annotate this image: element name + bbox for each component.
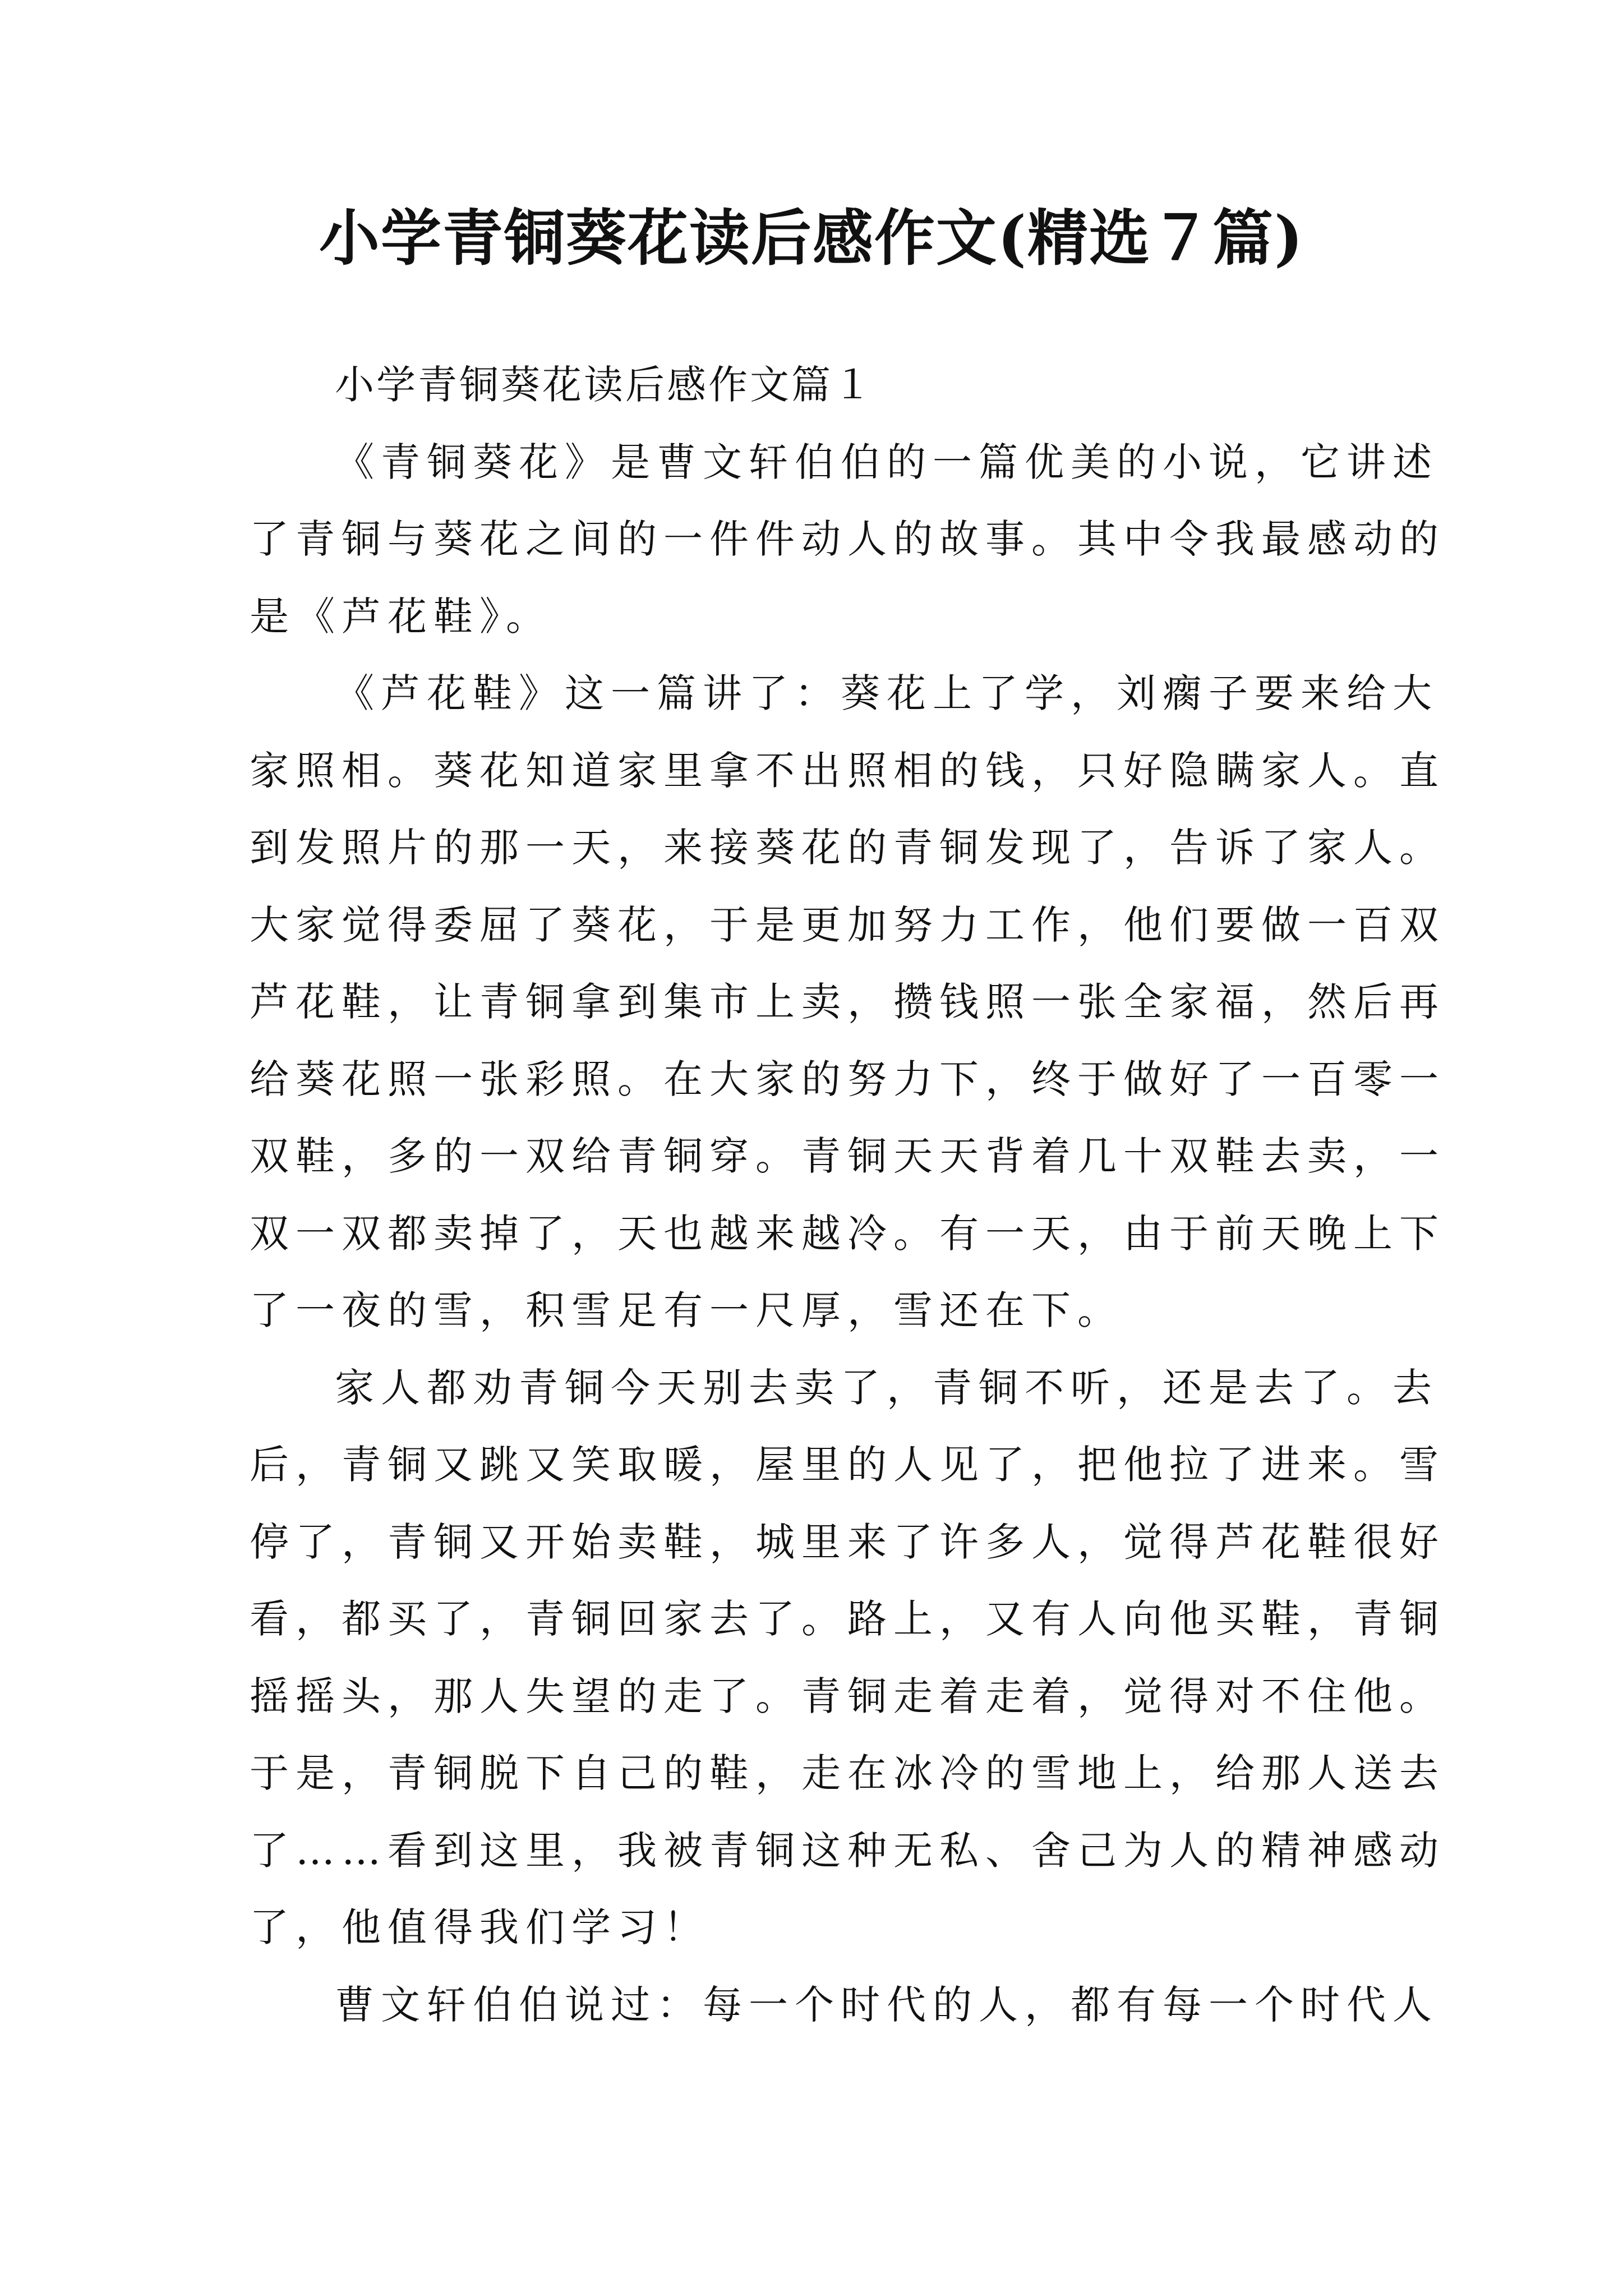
text-line: 芦花鞋，让青铜拿到集市上卖，攒钱照一张全家福，然后再 <box>250 979 1445 1025</box>
text-line: 了一夜的雪，积雪足有一尺厚，雪还在下。 <box>250 1287 1123 1333</box>
text-line: 摇摇头，那人失望的走了。青铜走着走着，觉得对不住他。 <box>250 1673 1445 1719</box>
text-line: 家照相。葵花知道家里拿不出照相的钱，只好隐瞒家人。直 <box>250 747 1445 794</box>
text-line: 大家觉得委屈了葵花，于是更加努力工作，他们要做一百双 <box>250 901 1445 948</box>
text-line: 后，青铜又跳又笑取暖，屋里的人见了，把他拉了进来。雪 <box>250 1442 1445 1488</box>
text-line: 看，都买了，青铜回家去了。路上，又有人向他买鞋，青铜 <box>250 1596 1445 1642</box>
text-line: 了……看到这里，我被青铜这种无私、舍己为人的精神感动 <box>250 1827 1445 1874</box>
text-line: 是《芦花鞋》。 <box>250 593 552 639</box>
text-line: 了，他值得我们学习！ <box>250 1904 709 1950</box>
text-line: 到发照片的那一天，来接葵花的青铜发现了，告诉了家人。 <box>250 825 1445 871</box>
text-line: 双鞋，多的一双给青铜穿。青铜天天背着几十双鞋去卖，一 <box>250 1133 1445 1179</box>
text-line: 给葵花照一张彩照。在大家的努力下，终于做好了一百零一 <box>250 1056 1445 1102</box>
section-heading: 小学青铜葵花读后感作文篇１ <box>335 362 874 408</box>
text-line: 《青铜葵花》是曹文轩伯伯的一篇优美的小说，它讲述 <box>335 439 1438 485</box>
text-line: 家人都劝青铜今天别去卖了，青铜不听，还是去了。去 <box>335 1364 1438 1411</box>
document-title: 小学青铜葵花读后感作文(精选７篇) <box>319 203 1304 274</box>
text-line: 了青铜与葵花之间的一件件动人的故事。其中令我最感动的 <box>250 516 1445 562</box>
text-line: 曹文轩伯伯说过：每一个时代的人，都有每一个时代人 <box>335 1981 1438 2028</box>
text-line: 于是，青铜脱下自己的鞋，走在冰冷的雪地上，给那人送去 <box>250 1750 1445 1796</box>
text-line: 《芦花鞋》这一篇讲了：葵花上了学，刘瘸子要来给大 <box>335 670 1438 716</box>
text-line: 停了，青铜又开始卖鞋，城里来了许多人，觉得芦花鞋很好 <box>250 1519 1445 1565</box>
text-line: 双一双都卖掉了，天也越来越冷。有一天，由于前天晚上下 <box>250 1210 1445 1257</box>
document-body <box>250 347 1445 2044</box>
